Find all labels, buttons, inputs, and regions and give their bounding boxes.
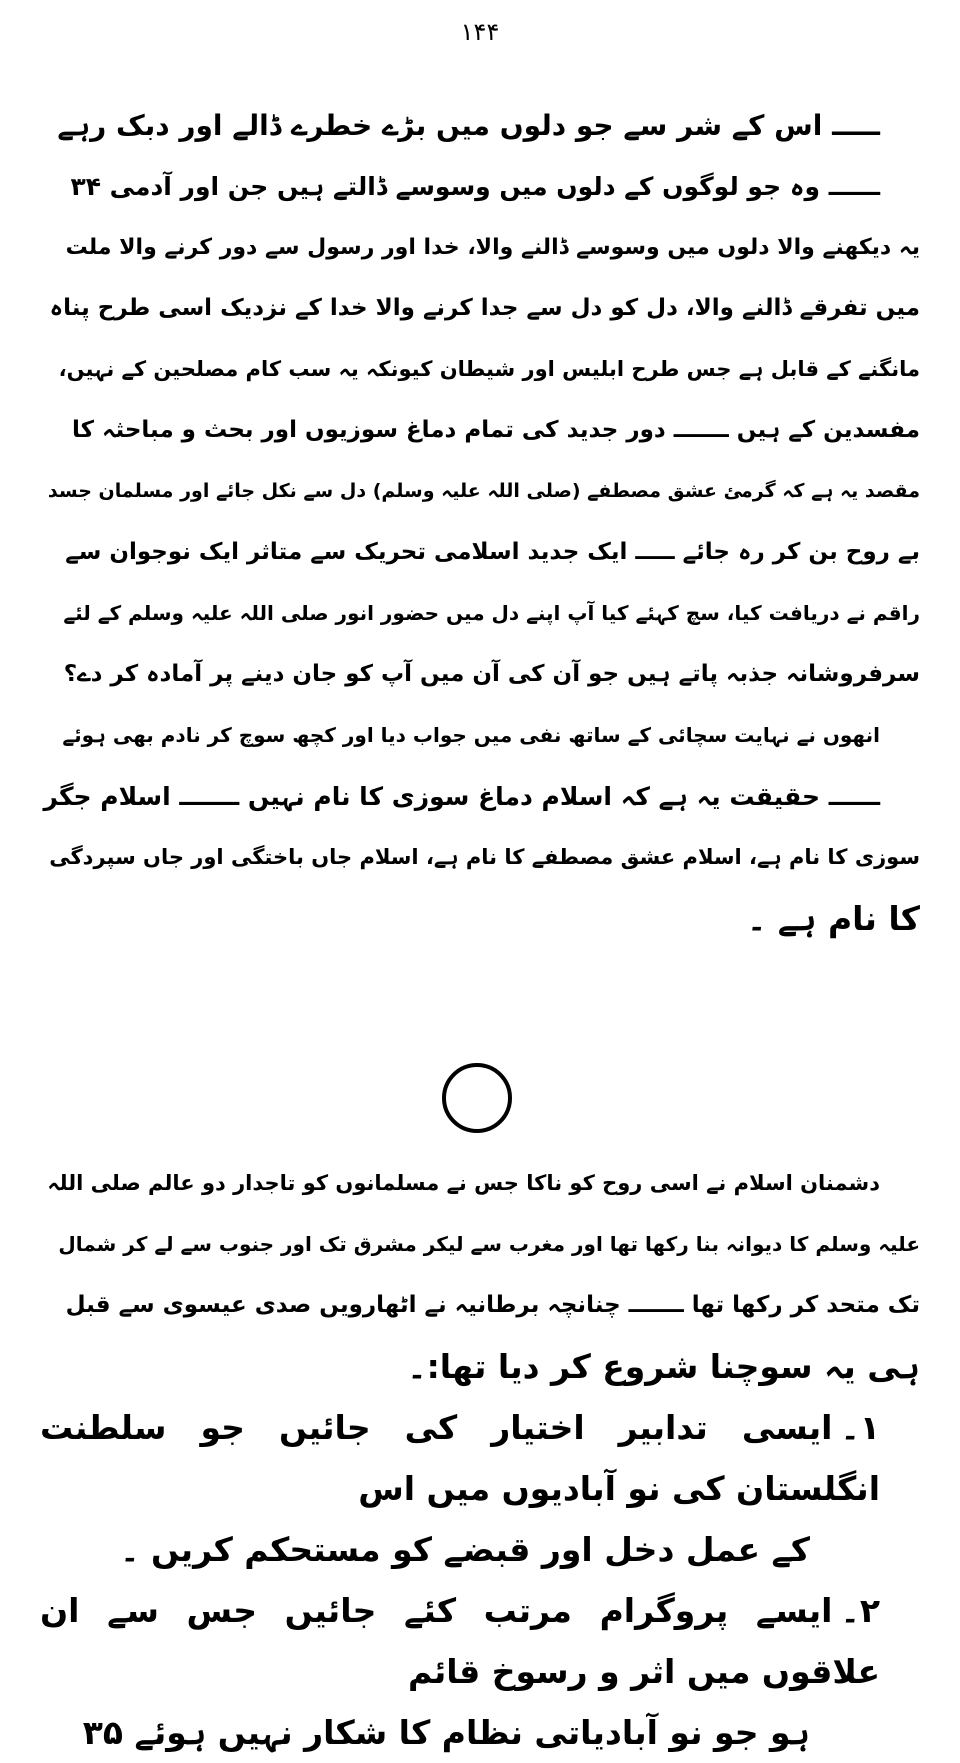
text-line: ــــــ حقیقت یہ ہے کہ اسلام دماغ سوزی کا نام نہیں ـــــــ اسلام جگر [43, 782, 880, 811]
text-line: سرفروشانہ جذبہ پاتے ہیں جو آن کی آن میں آپ کو جان دینے پر آمادہ کر دے؟ [63, 661, 920, 687]
text-line: بے روح بن کر رہ جائے ـــــ ایک جدید اسلامی تحریک سے متاثر ایک نوجوان سے [65, 539, 920, 565]
text-line: مانگنے کے قابل ہے جس طرح ابلیس اور شیطان کیونکہ یہ سب کام مصلحین کے نہیں، [58, 357, 920, 381]
list-number: ۱۔ [840, 1408, 880, 1447]
list-item-text: ایسی تدابیر اختیار کی جائیں جو سلطنت انگلستان کی نو آبادیوں میں اس [40, 1408, 880, 1508]
list-item-1 [40, 1397, 880, 1519]
text-line: یہ دیکھنے والا دلوں میں وسوسے ڈالنے والا، خدا اور رسول سے دور کرنے والا ملت [65, 235, 920, 260]
text-line: کا نام ہے ۔ [746, 899, 920, 938]
text-line: ہی یہ سوچنا شروع کر دیا تھا:۔ [407, 1347, 920, 1386]
list-item-continuation: کے عمل دخل اور قبضے کو مستحکم کریں ۔ [120, 1530, 810, 1569]
paragraph-section-2 [40, 1153, 920, 1397]
list-item-continuation: ہو جو نو آبادیاتی نظام کا شکار نہیں ہوئے ۳۵ [82, 1713, 810, 1752]
text-line: تک متحد کر رکھا تھا ـــــــ چنانچہ برطانیہ نے اٹھارویں صدی عیسوی سے قبل [65, 1292, 920, 1318]
text-line: دشمنان اسلام نے اسی روح کو ناکا جس نے مسلمانوں کو تاجدار دو عالم صلی اللہ [47, 1171, 880, 1195]
text-line: مقصد یہ ہے کہ گرمئ عشق مصطفے (صلی اللہ علیہ وسلم) دل سے نکل جائے اور مسلمان جسد [47, 480, 920, 502]
list-item-2 [40, 1580, 880, 1702]
text-line: مفسدین کے ہیں ـــــــ دور جدید کی تمام دماغ سوزیوں اور بحث و مباحثہ کا [71, 417, 920, 443]
text-line: علیہ وسلم کا دیوانہ بنا رکھا تھا اور مغرب سے لیکر مشرق تک اور جنوب سے لے کر شمال [58, 1232, 920, 1256]
numbered-list [40, 1397, 880, 1763]
list-item-text: ایسے پروگرام مرتب کئے جائیں جس سے ان علاقوں میں اثر و رسوخ قائم [40, 1591, 880, 1691]
text-line: ــــــ وہ جو لوگوں کے دلوں میں وسوسے ڈالتے ہیں جن اور آدمی ۳۴ [70, 172, 880, 201]
section-separator-circle [442, 1063, 512, 1133]
text-line: ـــــ اس کے شر سے جو دلوں میں بڑے خطرے ڈالے اور دبک رہے [57, 109, 880, 142]
page-number: ۱۴۴ [460, 18, 500, 46]
paragraph-section-1 [40, 95, 920, 949]
text-line: راقم نے دریافت کیا، سچ کہئے کیا آپ اپنے دل میں حضور انور صلی اللہ علیہ وسلم کے لئے [63, 601, 920, 625]
text-line: میں تفرقے ڈالنے والا، دل کو دل سے جدا کرنے والا خدا کے نزدیک اسی طرح پناہ [49, 295, 920, 321]
list-number: ۲۔ [840, 1591, 880, 1630]
text-line: سوزی کا نام ہے، اسلام عشق مصطفے کا نام ہے، اسلام جاں باختگی اور جاں سپردگی [49, 845, 920, 869]
text-line: انھوں نے نہایت سچائی کے ساتھ نفی میں جواب دیا اور کچھ سوچ کر نادم بھی ہوئے [62, 723, 880, 747]
